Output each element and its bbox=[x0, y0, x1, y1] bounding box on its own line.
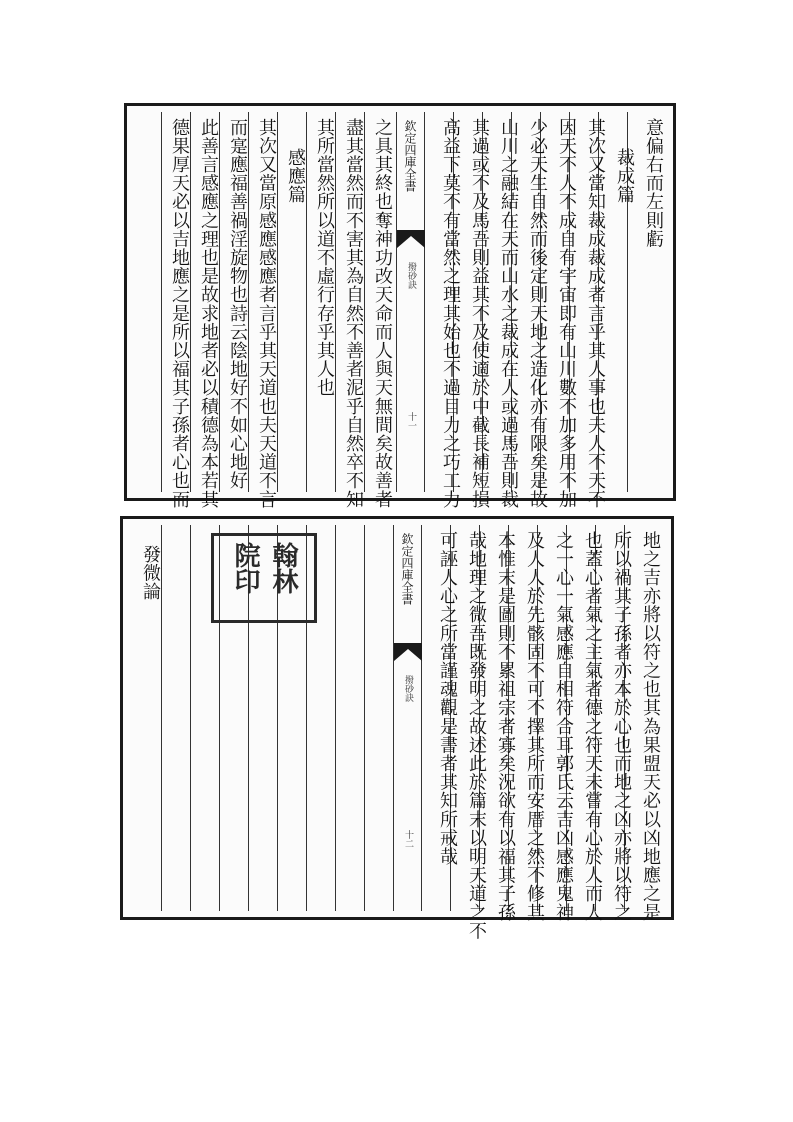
top-page-text-area bbox=[135, 112, 665, 509]
side-note: 撥砂訣 bbox=[403, 675, 413, 702]
text-column: 其次又當原感應感應者言乎其天道也夫天道不言 bbox=[256, 118, 277, 509]
fold-rule bbox=[424, 112, 425, 492]
section-title: 裁成篇 bbox=[614, 148, 635, 204]
text-column: 少必天生自然而後定則天地之造化亦有限矣是故 bbox=[527, 118, 548, 509]
text-column: 山川之融結在天而山水之裁成在人或過馬吾則裁 bbox=[498, 118, 519, 509]
column-rule bbox=[364, 525, 365, 911]
text-column: 高益下莫不有當然之理其始也不過目力之巧工力 bbox=[440, 118, 461, 509]
bottom-page-text-area bbox=[131, 525, 663, 941]
text-column: 之一心一氣感應自相符合耳郭氏云吉凶感應鬼神 bbox=[553, 531, 574, 922]
text-column: 之具其終也奪神功改天命而人與天無間矣故善者 bbox=[372, 118, 393, 509]
column-rule bbox=[335, 525, 336, 911]
page-number: 十一 bbox=[406, 412, 416, 430]
fold-rule bbox=[421, 525, 422, 911]
fold-rule bbox=[393, 525, 394, 911]
page-number: 十二 bbox=[403, 830, 413, 848]
column-rule bbox=[190, 525, 191, 911]
fish-tail-label: 欽定四庫全書 bbox=[400, 533, 414, 605]
text-column: 所以禍其子孫者亦本於心也而地之凶亦將以符之 bbox=[611, 531, 632, 922]
column-rule bbox=[161, 112, 162, 492]
text-column: 因天不人不成自有宇宙即有山川數不加多用不加 bbox=[556, 118, 577, 509]
top-page bbox=[124, 103, 676, 509]
text-column: 其次又當知裁成裁成者言乎其人事也夫人不天不 bbox=[585, 118, 606, 509]
book-title: 發微論 bbox=[140, 545, 161, 601]
fish-tail-mark bbox=[394, 643, 422, 663]
seal-text: 翰林 bbox=[268, 542, 298, 594]
section-title: 感應篇 bbox=[285, 148, 306, 204]
text-column: 及人人於先骸固不可不擇其所而安厝之然不修其 bbox=[524, 531, 545, 922]
text-column: 哉地理之微吾既發明之故述此於篇末以明天道之不 bbox=[466, 531, 487, 941]
seal-text: 院印 bbox=[230, 542, 260, 594]
text-column: 而寔應福善禍淫旋物也詩云陰地好不如心地好 bbox=[227, 118, 248, 490]
bottom-page bbox=[120, 516, 674, 941]
text-column: 盡其當然而不害其為自然不善者泥乎自然卒不知 bbox=[343, 118, 364, 509]
seal-stamp bbox=[211, 533, 317, 623]
text-column: 可誣人心之所當謹魂觀是書者其知所戒哉 bbox=[437, 531, 458, 866]
text-column: 也蓋心者氣之主氣者德之符天未嘗有心於人而人 bbox=[582, 531, 603, 922]
text-column: 德果厚天必以吉地應之是所以福其子孫者心也而 bbox=[169, 118, 190, 509]
text-column: 其所當然所以道不虛行存乎其人也 bbox=[314, 118, 335, 397]
text-column: 其過或不及馬吾則益其不及使適於中截長補短損 bbox=[469, 118, 490, 509]
text-column: 意偏右而左則虧 bbox=[643, 118, 664, 249]
text-column: 此善言感應之理也是故求地者必以積德為本若其 bbox=[198, 118, 219, 509]
text-column: 本惟末是圖則不累祖宗者寡矣況欲有以福其子孫 bbox=[495, 531, 516, 922]
side-note: 撥砂訣 bbox=[406, 262, 416, 289]
fish-tail-label: 欽定四庫全書 bbox=[403, 120, 417, 192]
text-column: 地之吉亦將以符之也其為果盟天必以凶地應之是 bbox=[640, 531, 661, 922]
fish-tail-mark bbox=[397, 230, 425, 250]
